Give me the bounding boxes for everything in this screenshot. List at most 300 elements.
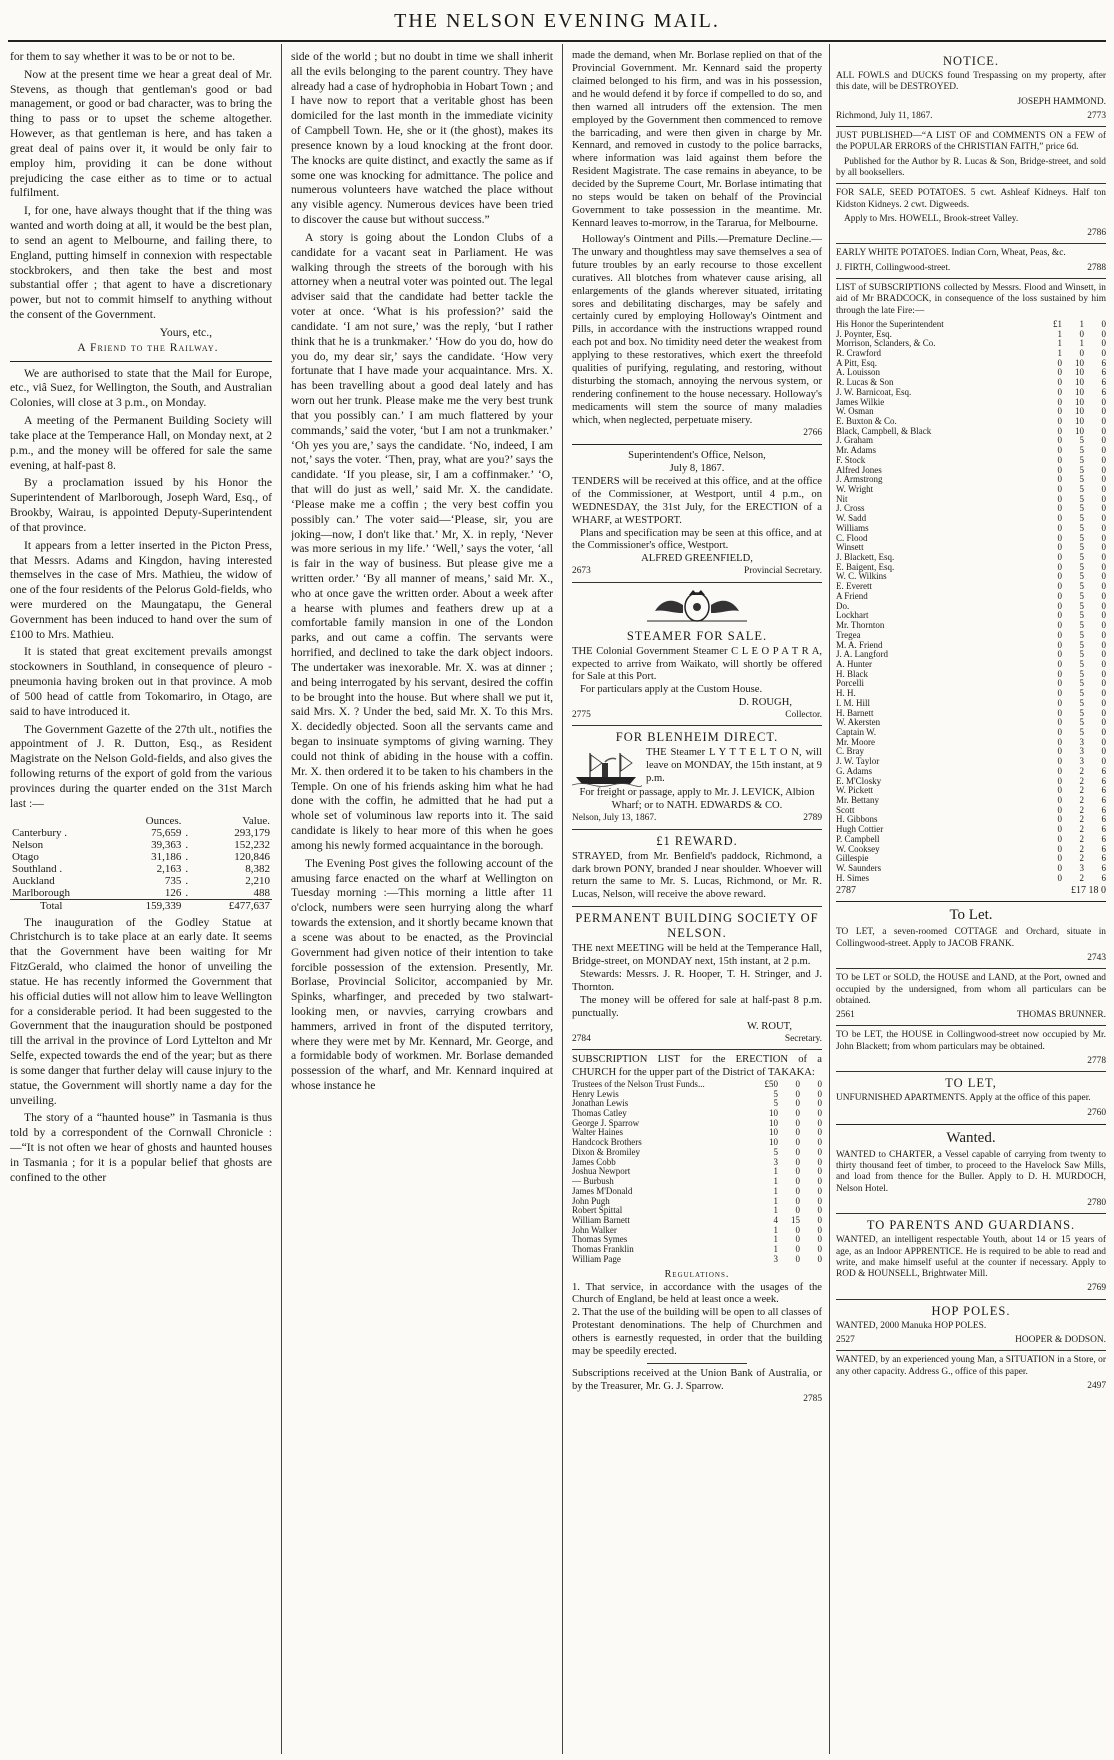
subscriber-name: George J. Sparrow: [572, 1117, 640, 1128]
pounds: 0: [1057, 377, 1062, 388]
pence: 0: [817, 1214, 822, 1225]
shillings: 5: [1079, 542, 1084, 553]
news-item: The Government Gazette of the 27th ult., notifies the appointment of J. R. Dutton, Esq., as Resident Magistrate on the Nelson Gold-fields, and also gives the following returns of the export of gold from the various provinces during the quarter ended on the 31st March last :—: [10, 722, 272, 810]
publication-advert: Published for the Author by R. Lucas & Son, Bridge-street, and sold by all booksellers.: [836, 156, 1106, 178]
subscriber-name: Jonathan Lewis: [572, 1098, 629, 1109]
shillings: 5: [1079, 610, 1084, 621]
shillings: 5: [1079, 678, 1084, 689]
subscriber-name: A. Louisson: [836, 367, 881, 378]
shillings: 2: [1079, 824, 1084, 835]
news-item: By a proclamation issued by his Honor the Superintendent of Marlborough, Joseph Ward, Esq., of Brookby, Wairau, is appointed Deputy-Superintendent of that province.: [10, 476, 272, 534]
subscriber-name: J. Graham: [836, 435, 873, 446]
subscriber-name: H. Simes: [836, 872, 870, 883]
subscriber-name: W. Cooksey: [836, 843, 880, 854]
to-let-advert: UNFURNISHED APARTMENTS. Apply at the office of this paper.: [836, 1093, 1091, 1104]
divider: [647, 1363, 747, 1364]
pounds: 0: [1057, 552, 1062, 563]
subscriber-name: James M'Donald: [572, 1185, 633, 1196]
subscriber-name: Captain W.: [836, 726, 876, 737]
publication-advert: JUST PUBLISHED—“A LIST OF and COMMENTS ON a FEW of the POPULAR ERRORS of the CHRISTIAN FAITH,” price 6d.: [836, 131, 1106, 153]
subscriber-name: W. C. Wilkins: [836, 571, 887, 582]
subscriber-name: John Pugh: [572, 1195, 610, 1206]
holloway-advert: Holloway's Ointment and Pills.—Premature Decline.—The unwary and thoughtless may save themselves a sea of future troubles by an early recourse to those excellent curatives. All blotches from whatever cause arising, all enlargements of the glands wherever situated, irritating sores and debilitating discharges, may be safely and certainly cured by employing Holloway's Ointment and Pills, in accordance with the instructions wrapped round each pot and box. No timidity need deter the weakest from applying to these restoratives, which exert the threefold qualities of purifying, regulating, and restoring, without disturbing the stomach, annoying the nervous system, or rendering confinement to the house necessary. Holloway's medicaments will stem the source of many maladies which, when neglected, perpetuate misery.: [572, 233, 822, 426]
pounds: 1: [773, 1195, 778, 1206]
subscriber-name: Black, Campbell, & Black: [836, 425, 932, 436]
subscriber-name: Trustees of the Nelson Trust Funds...: [572, 1078, 705, 1089]
pence: 6: [1101, 824, 1106, 835]
subscriber-name: J. Armstrong: [836, 474, 883, 485]
table-row: Auckland 735 . 2,210: [12, 874, 270, 887]
subscriber-name: Handcock Brothers: [572, 1137, 642, 1148]
subscriber-name: Mr. Bettany: [836, 795, 879, 805]
pence: 0: [1101, 454, 1106, 465]
subscriber-name: Alfred Jones: [836, 464, 882, 475]
pounds: 0: [1057, 357, 1062, 368]
divider: [572, 829, 822, 830]
pounds: 0: [1057, 658, 1062, 669]
to-let-advert: TO LET, a seven-roomed COTTAGE and Orchard, situate in Collingwood-street. Apply to JACOB FRANK.: [836, 927, 1106, 949]
pence: 0: [1101, 318, 1106, 329]
subscription-row: [836, 427, 1106, 437]
shillings: 0: [795, 1244, 800, 1255]
subscriber-name: W. Akersten: [836, 717, 881, 728]
divider: [836, 126, 1106, 127]
pounds: £50: [764, 1078, 778, 1089]
subscriber-name: A. Hunter: [836, 658, 872, 669]
subscriber-name: A Friend: [836, 590, 868, 601]
pence: 6: [1101, 795, 1106, 805]
shillings: 5: [1079, 649, 1084, 660]
pounds: 0: [1057, 435, 1062, 446]
pence: 0: [817, 1166, 822, 1177]
wanted-advert: WANTED to CHARTER, a Vessel capable of carrying from twenty to thirty thousand feet of timber, to proceed to the Havelock Saw Mills, and load from thence for the Buller. Apply to D. H. MURDOCH, Nelson Hotel.: [836, 1149, 1106, 1194]
advert-number: 2773: [1087, 110, 1106, 121]
pence: 6: [1101, 357, 1106, 368]
shillings: 1: [1079, 338, 1084, 349]
pounds: 0: [1057, 503, 1062, 514]
subscriber-name: J. Cross: [836, 503, 865, 514]
pence: 0: [1101, 668, 1106, 679]
subscriber-name: Nit: [836, 493, 848, 504]
pence: 0: [1101, 532, 1106, 543]
pounds: 0: [1057, 581, 1062, 592]
advert-number: 2760: [1087, 1107, 1106, 1118]
pounds: 0: [1057, 804, 1062, 815]
steamer-title: Collector.: [785, 710, 822, 721]
advert-number: 2561: [836, 1010, 855, 1021]
pounds: 3: [773, 1253, 778, 1264]
pence: 0: [1101, 425, 1106, 436]
shillings: 5: [1079, 503, 1084, 514]
subscriber-name: E. Buxton & Co.: [836, 415, 897, 426]
pounds: 0: [1057, 445, 1062, 456]
column-3: [572, 50, 822, 1750]
wanted-advert: WANTED, by an experienced young Man, a SITUATION in a Store, or any other capacity. Address G., office of this paper.: [836, 1355, 1106, 1377]
fire-subscription-intro: LIST of SUBSCRIPTIONS collected by Messrs. Flood and Winsett, in aid of Mr BRADCOCK, in consequence of the loss sustained by him through the late Fire:—: [836, 282, 1106, 316]
news-item: A meeting of the Permanent Building Society will take place at the Temperance Hall, on Monday next, at 2 p.m., and the money will be offered for sale the same evening, at half-past 8.: [10, 414, 272, 472]
subscriber-name: Do.: [836, 600, 850, 611]
blenheim-heading: FOR BLENHEIM DIRECT.: [615, 730, 779, 745]
shillings: 3: [1079, 863, 1084, 874]
subscriber-name: C. Flood: [836, 532, 868, 543]
subscription-row: [836, 670, 1106, 680]
shillings: 0: [795, 1137, 800, 1148]
pence: 0: [817, 1108, 822, 1119]
pence: 0: [817, 1253, 822, 1264]
building-society-title: Secretary.: [784, 1033, 822, 1044]
subscriber-name: E. Baigent, Esq.: [836, 561, 895, 572]
subscription-row: [836, 475, 1106, 485]
shillings: 0: [795, 1166, 800, 1177]
subscriber-name: John Walker: [572, 1224, 617, 1235]
pounds: £1: [1053, 318, 1062, 329]
subscription-row: [836, 592, 1106, 602]
notice-date: Richmond, July 11, 1867.: [836, 110, 933, 121]
building-society-heading: PERMANENT BUILDING SOCIETY OF NELSON.: [575, 911, 819, 941]
shillings: 2: [1079, 853, 1084, 864]
building-society-notice: THE next MEETING will be held at the Temperance Hall, Bridge-street, on MONDAY next, 15th instant, at 2 p.m.: [572, 943, 822, 968]
subscription-row: [836, 621, 1106, 631]
notice-text: ALL FOWLS and DUCKS found Trespassing on my property, after this date, will be DESTROYED.: [836, 71, 1106, 93]
shillings: 15: [791, 1214, 800, 1225]
shillings: 5: [1079, 484, 1084, 494]
shillings: 5: [1079, 522, 1084, 533]
pence: 0: [1101, 338, 1106, 349]
pounds: 0: [1057, 756, 1062, 767]
to-let-advert: TO be LET, the HOUSE in Collingwood-street now occupied by Mr. John Blackett; from whom particulars may be obtained.: [836, 1030, 1106, 1052]
shillings: 5: [1079, 552, 1084, 563]
subscriber-name: J. Blackett, Esq.: [836, 552, 895, 563]
pounds: 0: [1057, 425, 1062, 436]
shillings: 2: [1079, 833, 1084, 844]
subscriber-name: Hugh Cottier: [836, 824, 884, 835]
subscription-row: [836, 864, 1106, 874]
pounds: 10: [769, 1108, 778, 1119]
tender-signature: ALFRED GREENFIELD,: [641, 553, 753, 565]
pence: 0: [1101, 571, 1106, 582]
subscriber-name: Joshua Newport: [572, 1166, 631, 1177]
table-row: Southland . 2,163 . 8,382: [12, 862, 270, 875]
pence: 0: [1101, 756, 1106, 767]
pence: 6: [1101, 853, 1106, 864]
subscriber-name: Mr. Thornton: [836, 620, 885, 631]
shillings: 5: [1079, 435, 1084, 446]
subscriber-name: Porcelli: [836, 678, 864, 689]
pence: 0: [1101, 678, 1106, 689]
shillings: 0: [795, 1234, 800, 1245]
news-item: The inauguration of the Godley Statue at Christchurch is to take place at an early date. It seems that the Government have been waiting for Mr FitzGerald, who claimed the honor of unveiling the statue. He has recently informed the Government that his official duties will not allow him to leave Wellington for a considerable period. It had been suggested to the Government that the inauguration should be postponed till the arrival in the province of Lord Lyttelton and Mr Selfe, expected towards the end of the year; but as there is some danger that further delay will cause injury to the statue, the Government will shortly name a day for the unveiling.: [10, 915, 272, 1107]
shillings: 5: [1079, 688, 1084, 699]
subscriber-name: Winsett: [836, 542, 864, 553]
pence: 0: [1101, 688, 1106, 699]
subscription-row: [836, 660, 1106, 670]
shillings: 3: [1079, 736, 1084, 747]
pounds: 0: [1057, 600, 1062, 611]
pence: 0: [1101, 746, 1106, 757]
hop-poles-heading: HOP POLES.: [931, 1303, 1011, 1318]
pounds: 0: [1057, 746, 1062, 757]
shillings: 5: [1079, 464, 1084, 475]
pence: 6: [1101, 843, 1106, 854]
subscriber-name: Thomas Catley: [572, 1108, 627, 1119]
shillings: 3: [1079, 746, 1084, 757]
pounds: 0: [1057, 726, 1062, 737]
divider: [836, 1025, 1106, 1026]
subscriber-name: W. Saunders: [836, 863, 882, 874]
wanted-advert: WANTED, an intelligent respectable Youth, about 14 or 15 years of age, as an Indoor APPRENTICE. He is required to be able to read and write, and make himself useful at the counter if necessary. Apply to ROD & HOUNSELL, Brightwater Mill.: [836, 1235, 1106, 1280]
shillings: 0: [795, 1205, 800, 1216]
letter-signature: A Friend to the Railway.: [77, 340, 219, 354]
subscriber-name: G. Adams: [836, 765, 872, 776]
pounds: 0: [1057, 484, 1062, 494]
shillings: 0: [795, 1253, 800, 1264]
tender-office: Superintendent's Office, Nelson,: [628, 450, 766, 462]
pence: 0: [817, 1127, 822, 1138]
news-item: It is stated that great excitement prevails amongst stockowners in Southland, in consequence of pleuro - pneumonia having broken out in that province. A mob of 500 head of cattle from Tokomariro, in Otago, are said to have introduced it.: [10, 645, 272, 718]
pounds: 1: [1057, 338, 1062, 349]
pounds: 10: [769, 1127, 778, 1138]
subscription-row: [836, 514, 1106, 524]
pounds: 0: [1057, 386, 1062, 397]
divider: [836, 901, 1106, 902]
shillings: 5: [1079, 717, 1084, 728]
pounds: 1: [773, 1176, 778, 1187]
pounds: 5: [773, 1146, 778, 1157]
shillings: 5: [1079, 590, 1084, 601]
article-text: A story is going about the London Clubs of a candidate for a vacant seat in Parliament. He was walking through the streets of the borough with his attorney when a neutral voter was pointed out. The legal adviser said that the candidate had better tackle the voter at once. ‘What is his profession?’ said the candidate. ‘I am not sure,’ was the reply, ‘but I rather think that he is a trunkmaker.’ ‘How do you do, how do you do, my dear sir,’ says the candidate. ‘How very fortunate that I have made your acquaintance. Mrs. X. has been travelling about a good deal lately and has worn out her trunk. Please make me the very best trunk that you possibly can.’ I am much flattered by your commands,’ said the voter, ‘but I am not a trunkmaker.’ ‘Oh yes you are,’ says the candidate. ‘No, indeed, I am not,’ says the voter. ‘Then, pray, what are you?’ says the candidate. ‘If you please, sir, I am a coffinmaker.’ ‘O, that will do just as well,’ said Mr. X. the candidate. ‘Please make me a coffin ; the very best coffin you possibly can.’ The voter said—‘Please, sir, you are joking—now, I don't like that.’ Mr, X. in reply, ‘Never was more serious in my life.’ ‘Well,’ says the voter, ‘all is fair in the way of business. But please give me a written order.’ ‘By all manner of means,’ said Mr. X., who at once gave the written order. About a week after a hearse with plumes and feathers drew up at a comfortable family mansion in one of the London parks, and out came a coffin. The servants were horrified, and declined to take the dark object indoors. The undertaker was inexorable. Mr. X. was at dinner ; and being interrogated by his servant, desired the coffin to be brought into the house. But where shall we put it, said Mrs. X. ? Under the bed, said Mr. X. To this Mrs. X. decidedly objected. Soon all the servants came and began to insinuate symptoms of giving warning. They could not think of abiding in the house with a coffin. Mr. X. then ordered it to be taken to his chambers in the Temple. On one of his friends asking him what he had done with the coffin, he admitted that he had put a whole set of voluminous law reports into it. The said candidate is likely to hear more of this when he goes among his newly formed acquaintance in the borough.: [291, 230, 553, 852]
pounds: 0: [1057, 571, 1062, 582]
pence: 6: [1101, 804, 1106, 815]
pounds: 1: [1057, 347, 1062, 358]
subscriber-name: J. W. Taylor: [836, 756, 880, 767]
shillings: 5: [1079, 474, 1084, 485]
shillings: 10: [1075, 415, 1084, 426]
shillings: 2: [1079, 872, 1084, 883]
article-text: for them to say whether it was to be or not to be.: [10, 50, 236, 63]
pence: 6: [1101, 386, 1106, 397]
news-item: It appears from a letter inserted in the Picton Press, that Messrs. Adams and Kingdon, having interested themselves in the case of Mrs. Mathieu, the widow of one of the four residents of the Pelorus Gold-fields, who were murdered on the Maungatapu, the General Government has been induced to hand over the sum of £100 to Mrs. Mathieu.: [10, 538, 272, 641]
article-text: I, for one, have always thought that if the thing was wanted and worth doing at all, it would be the best plan, to send an agent to Melbourne, and failing there, to England, putting himself in connexion with respectable stockbrokers, and then take the best and most substantial offer ; that agent to have a discretionary power, but not to commit himself to anything without the consent of the Government.: [10, 204, 272, 322]
pence: 6: [1101, 863, 1106, 874]
subscriber-name: William Page: [572, 1253, 621, 1264]
subscription-row: [836, 679, 1106, 689]
pence: 0: [1101, 484, 1106, 494]
advert-number: 2786: [1087, 228, 1106, 239]
advert-number: 2769: [1087, 1283, 1106, 1294]
subscription-row: [836, 436, 1106, 446]
to-let-signature: THOMAS BRUNNER.: [1016, 1010, 1106, 1021]
shillings: 5: [1079, 571, 1084, 582]
divider: [836, 1299, 1106, 1300]
pounds: 0: [1057, 688, 1062, 699]
divider: [572, 1049, 822, 1050]
article-text: Now at the present time we hear a great deal of Mr. Stevens, as though that gentleman's good or bad management, or good or bad character, was to bring the thing to pass or to upset the scheme altogether. However, as that gentleman is here, and has taken a great deal of pains over it, it would be only fair to employ him, providing it can be done without prejudicing the case either as to time or to actual fulfilment.: [10, 67, 272, 200]
pounds: 0: [1057, 415, 1062, 426]
column-2: [291, 50, 553, 1750]
shillings: 2: [1079, 795, 1084, 805]
pence: 0: [1101, 503, 1106, 514]
steamer-notice: THE Colonial Government Steamer C L E O P A T R A, expected to arrive from Waikato, will shortly be offered for Sale at this Port.: [572, 645, 822, 683]
shillings: 0: [795, 1185, 800, 1196]
pence: 0: [1101, 493, 1106, 504]
subscriber-name: Dixon & Bromiley: [572, 1146, 640, 1157]
advert-number: 2673: [572, 566, 591, 577]
pounds: 0: [1057, 454, 1062, 465]
divider: [10, 361, 272, 362]
column-header: Ounces.: [145, 814, 182, 827]
wanted-heading: Wanted.: [946, 1129, 996, 1146]
royal-crest-icon: [627, 587, 767, 625]
pounds: 0: [1057, 561, 1062, 572]
letter-closing: Yours, etc.,: [159, 325, 212, 339]
article-text: side of the world ; but no doubt in time we shall inherit all the evils belonging to the parent country. They have already had a case of hydrophobia in Hobart Town ; and I have now to report that a veritable ghost has been domiciled for the last month in the immediate vicinity of Campbell Town. He, she or it (the ghost), makes its presence known by a loud knocking at the front door. The knocks are quite distinct, and exactly the same as if some one was knocking for admittance. The police and numerous volunteers have watched the place without any visible agency. Numerous devices have been tried to discover the cause but without success.”: [291, 50, 553, 227]
advert-number: 2787: [836, 885, 856, 897]
shillings: 0: [795, 1108, 800, 1119]
shillings: 5: [1079, 532, 1084, 543]
shillings: 5: [1079, 639, 1084, 650]
subscriber-name: E. Everett: [836, 581, 872, 592]
pence: 0: [1101, 513, 1106, 524]
shillings: 5: [1079, 726, 1084, 737]
pence: 0: [817, 1117, 822, 1128]
advert-number: 2527: [836, 1334, 855, 1345]
pence: 6: [1101, 814, 1106, 825]
tender-notice: Plans and specification may be seen at this office, and at the Commissioner's office, Westport.: [572, 527, 822, 552]
pounds: 0: [1057, 824, 1062, 835]
subscriber-name: Williams: [836, 522, 869, 533]
pence: 0: [817, 1234, 822, 1245]
shillings: 0: [795, 1195, 800, 1206]
subscription-row: [836, 398, 1106, 408]
pounds: 0: [1057, 649, 1062, 660]
shillings: 0: [795, 1117, 800, 1128]
shillings: 5: [1079, 445, 1084, 456]
subscriber-name: H. Black: [836, 668, 868, 679]
pounds: 0: [1057, 493, 1062, 504]
pence: 6: [1101, 785, 1106, 796]
pence: 0: [1101, 415, 1106, 426]
pence: 0: [1101, 435, 1106, 446]
table-total-row: Total 159,339 £477,637: [10, 899, 272, 912]
notice-signature: JOSEPH HAMMOND.: [1017, 96, 1106, 107]
pounds: 10: [769, 1137, 778, 1148]
shillings: 0: [795, 1146, 800, 1157]
tender-notice: TENDERS will be received at this office, and at the office of the Commissioner, at Westport, until 4 p.m., on WEDNESDAY, the 31st July, for the ERECTION of a WHARF, at WESTPORT.: [572, 475, 822, 526]
subscriber-name: W. Osman: [836, 406, 874, 417]
subscriber-name: Scott: [836, 804, 855, 815]
subscriber-name: Walter Haines: [572, 1127, 624, 1138]
subscription-row: [836, 582, 1106, 592]
early-potatoes-signature: J. FIRTH, Collingwood-street.: [836, 262, 951, 273]
shillings: 5: [1079, 707, 1084, 718]
subscriber-name: — Burbush: [572, 1176, 614, 1187]
pence: 6: [1101, 765, 1106, 776]
pence: 0: [1101, 717, 1106, 728]
pence: 0: [1101, 522, 1106, 533]
divider: [836, 243, 1106, 244]
pence: 0: [817, 1146, 822, 1157]
pence: 0: [1101, 464, 1106, 475]
shillings: 0: [795, 1078, 800, 1089]
shillings: 0: [795, 1224, 800, 1235]
shillings: 0: [1079, 328, 1084, 339]
shillings: 1: [1079, 318, 1084, 329]
shillings: 10: [1075, 367, 1084, 378]
divider: [572, 582, 822, 583]
tender-title: Provincial Secretary.: [743, 566, 822, 577]
subscription-row: [836, 699, 1106, 709]
subscription-row: [572, 1255, 822, 1265]
seed-potatoes-advert: Apply to Mrs. HOWELL, Brook-street Valley.: [844, 213, 1019, 224]
pence: 6: [1101, 872, 1106, 883]
pence: 6: [1101, 367, 1106, 378]
subscription-row: [836, 495, 1106, 505]
advert-number: 2775: [572, 710, 591, 721]
divider: [836, 183, 1106, 184]
subscription-row: [836, 650, 1106, 660]
news-item: We are authorised to state that the Mail for Europe, etc., viâ Suez, for Wellington, the South, and Australian Colonies, will close at 3 p.m., on Monday.: [10, 366, 272, 410]
subscriber-name: P. Campbell: [836, 833, 880, 844]
shillings: 10: [1075, 377, 1084, 388]
pence: 0: [1101, 552, 1106, 563]
divider: [836, 1071, 1106, 1072]
blenheim-notice: For freight or passage, apply to Mr. J. LEVICK, Albion Wharf; or to NATH. EDWARDS & CO.: [579, 787, 815, 812]
steamer-heading: STEAMER FOR SALE.: [626, 628, 768, 643]
pounds: 10: [769, 1117, 778, 1128]
divider: [836, 278, 1106, 279]
subscription-row: [836, 446, 1106, 456]
to-let-apartments-heading: TO LET,: [945, 1076, 997, 1091]
pounds: 0: [1057, 590, 1062, 601]
shillings: 2: [1079, 843, 1084, 854]
subscription-row: [836, 602, 1106, 612]
pence: 0: [1101, 347, 1106, 358]
advert-number: 2785: [803, 1393, 822, 1404]
column-1: [10, 50, 272, 1750]
steamer-signature: D. ROUGH,: [738, 697, 792, 709]
to-let-advert: TO be LET or SOLD, the HOUSE and LAND, at the Port, owned and occupied by the undersigned, from whom all particulars can be obtained.: [836, 973, 1106, 1006]
subscriber-name: His Honor the Superintendent: [836, 318, 944, 329]
shillings: 10: [1075, 386, 1084, 397]
subscriber-name: H. Gibbons: [836, 814, 878, 825]
pounds: 0: [1057, 775, 1062, 786]
table-row: Nelson 39,363 . 152,232: [12, 838, 270, 851]
shillings: 2: [1079, 785, 1084, 796]
shillings: 5: [1079, 668, 1084, 679]
pence: 0: [1101, 610, 1106, 621]
pence: 0: [817, 1156, 822, 1167]
table-row: Marlborough 126 . 488: [12, 886, 270, 899]
subscriber-name: Henry Lewis: [572, 1088, 619, 1099]
shillings: 2: [1079, 814, 1084, 825]
hop-poles-signature: HOOPER & DODSON.: [1015, 1334, 1106, 1345]
pence: 0: [817, 1078, 822, 1089]
reward-notice: STRAYED, from Mr. Benfield's paddock, Richmond, a dark brown PONY, branded J near shoulder. Whoever will return the same to Mr. S. Lucas, Richmond, or Mr. R. Lucas, Nelson, will receive the above reward.: [572, 850, 822, 901]
pounds: 0: [1057, 406, 1062, 417]
blenheim-notice: THE Steamer L Y T T E L T O N, will leave on MONDAY, the 15th instant, at 9 p.m.: [646, 747, 822, 785]
pence: 0: [817, 1088, 822, 1099]
shillings: 3: [1079, 756, 1084, 767]
steamship-icon: [572, 749, 642, 787]
notice-heading: NOTICE.: [943, 54, 999, 68]
column-rule: [829, 44, 830, 1754]
pounds: 0: [1057, 843, 1062, 854]
pounds: 1: [773, 1234, 778, 1245]
subscriber-name: I. M. Hill: [836, 697, 871, 708]
building-society-signature: W. ROUT,: [746, 1020, 792, 1032]
pounds: 0: [1057, 833, 1062, 844]
pounds: 0: [1057, 668, 1062, 679]
